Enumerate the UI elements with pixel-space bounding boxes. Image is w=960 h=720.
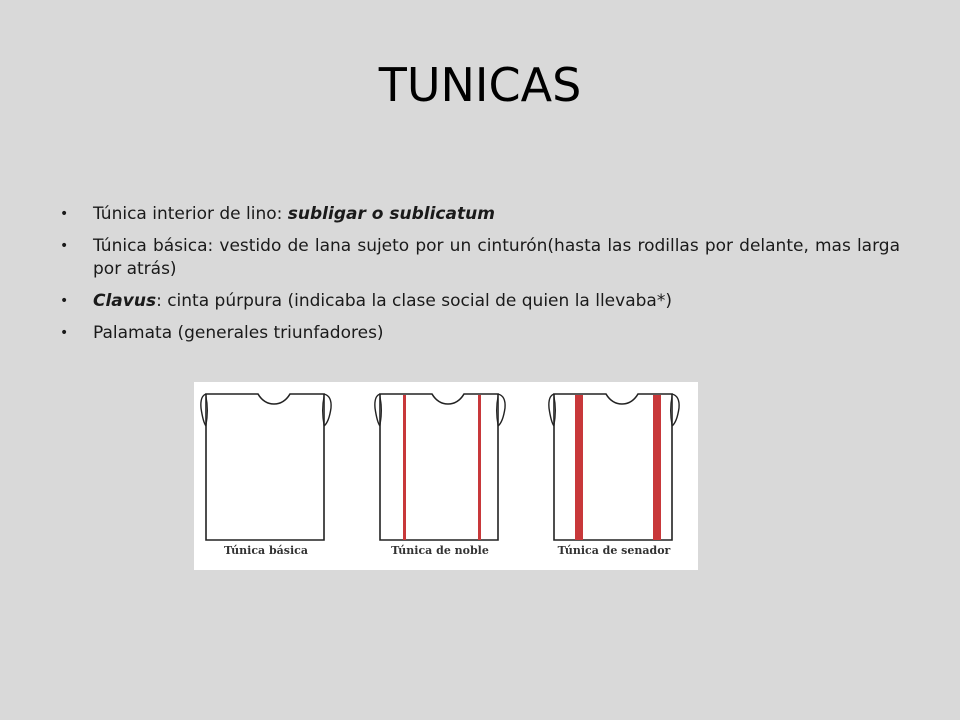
caption-basic: Túnica básica [223,544,309,557]
tunic-noble [375,394,505,540]
bullet-emphasis: Clavus [93,291,157,311]
tunic-senator [549,394,679,540]
bullet-item: • Palamata (generales triunfadores) [60,323,384,343]
stripe-right [478,395,481,540]
bullet-list [60,203,900,354]
tunic-illustration [194,382,698,570]
stripe-right [653,395,661,540]
caption-senator: Túnica de senador [557,544,671,557]
bullet-item: • Túnica interior de lino: subligar o sublicatum [60,204,495,224]
bullet-item: • Túnica básica: vestido de lana sujeto por un cinturón(hasta las rodillas por delante, mas larga por atrás) [60,236,900,279]
bullet-item: • Clavus: cinta púrpura (indicaba la clase social de quien la llevaba*) [60,291,672,311]
stripe-left [575,395,583,540]
bullet-dot-icon: • [60,206,69,222]
slide-title: TUNICAS [378,58,582,112]
caption-noble: Túnica de noble [391,544,489,557]
bullet-dot-icon: • [60,325,69,341]
bullet-dot-icon: • [60,238,69,254]
tunic-figure [194,382,698,570]
bullet-dot-icon: • [60,293,69,309]
bullet-emphasis: subligar o sublicatum [287,204,495,224]
tunic-basic [201,394,331,540]
stripe-left [403,395,406,540]
